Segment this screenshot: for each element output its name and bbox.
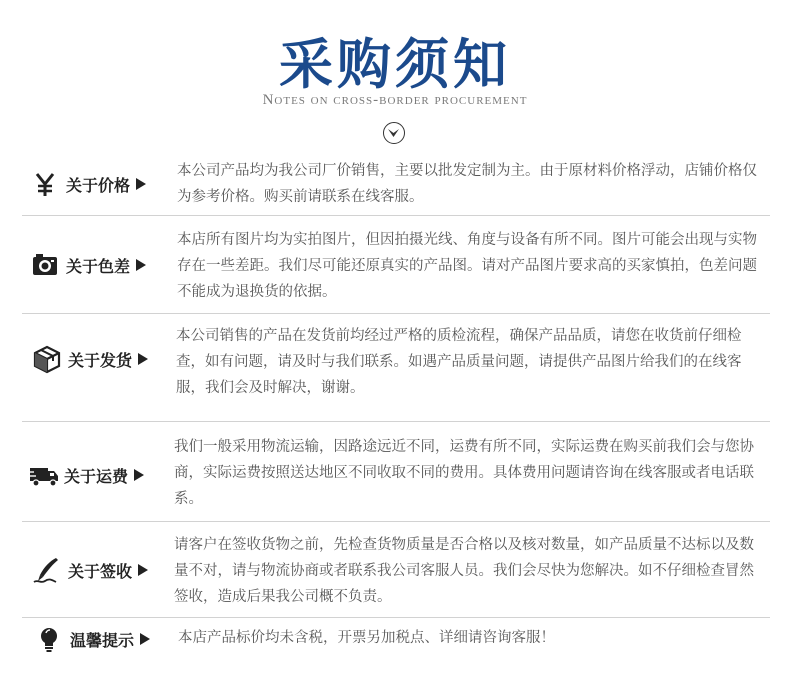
notice-row-tips [22,618,770,660]
notice-row-price [22,155,770,216]
triangle-right-icon [138,353,148,365]
notice-label: 关于发货 [68,350,133,370]
triangle-right-icon [140,633,150,645]
chevron-down-icon [383,122,405,144]
page-title: 采购须知 [279,33,511,96]
notice-text: 本公司产品均为我公司厂价销售，主要以批发定制为主。由于原材料价格浮动，店铺价格仅为参考价格。购买前请联系在线客服。 [177,163,757,205]
notice-row-color [22,216,770,314]
notice-text: 请客户在签收货物之前，先检查货物质量是否合格以及核对数量，如产品质量不达标以及数量不对，请与物流协商或者联系我公司客服人员。我们会尽快为您解决。如不仔细检查冒然签收，造成后果我公司概不负责。 [174,537,754,605]
notice-text: 本公司销售的产品在发货前均经过严格的质检流程，确保产品品质，请您在收货前仔细检查，如有问题，请及时与我们联系。如遇产品质量问题，请提供产品图片给我们的在线客服，我们会及时解决，谢谢。 [176,328,742,396]
camera-icon [30,250,60,280]
notice-label: 关于色差 [66,256,131,276]
notice-label: 关于签收 [68,561,133,581]
page-subtitle: Notes on cross-border procurement [262,92,528,108]
notice-row-shipping [22,314,770,422]
notice-label: 关于价格 [66,175,131,195]
package-icon [32,344,62,374]
yen-icon [30,169,60,199]
triangle-right-icon [136,259,146,271]
signature-pen-icon [32,555,62,585]
triangle-right-icon [136,178,146,190]
notice-label: 温馨提示 [70,630,135,650]
notice-label: 关于运费 [64,466,129,486]
triangle-right-icon [138,564,148,576]
truck-icon [28,460,58,490]
notice-text: 本店产品标价均未含税，开票另加税点、详细请咨询客服！ [178,630,555,646]
notice-row-signing [22,522,770,618]
notice-text: 本店所有图片均为实拍图片，但因拍摄光线、角度与设备有所不同。图片可能会出现与实物存在一些差距。我们尽可能还原真实的产品图。请对产品图片要求高的买家慎拍，色差问题不能成为退换货的依据。 [177,232,757,300]
notice-row-freight [22,422,770,522]
notice-text: 我们一般采用物流运输，因路途远近不同，运费有所不同，实际运费在购买前我们会与您协商，实际运费按照送达地区不同收取不同的费用。具体费用问题请咨询在线客服或者电话联系。 [174,439,754,507]
lightbulb-icon [34,624,64,654]
triangle-right-icon [134,469,144,481]
